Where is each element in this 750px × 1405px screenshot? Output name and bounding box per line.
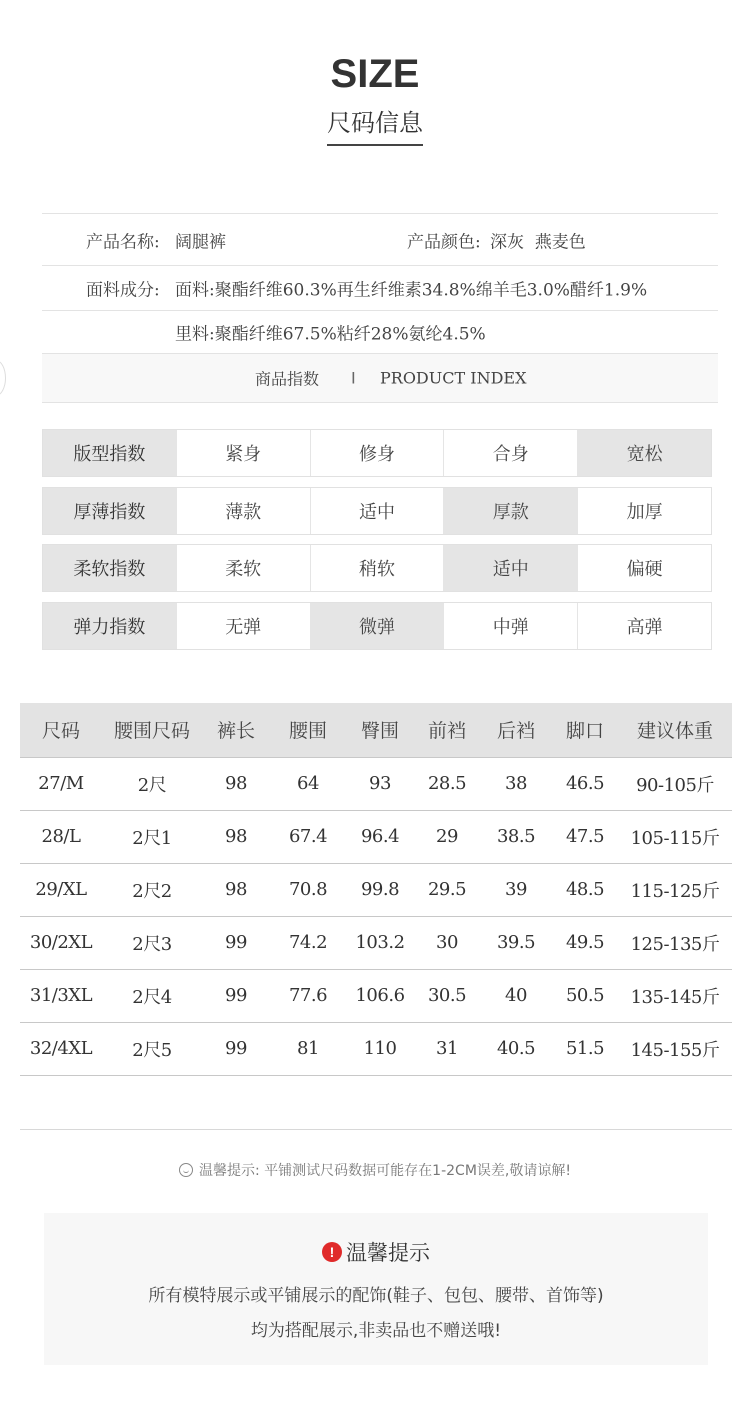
column-header: 后裆 (480, 703, 552, 757)
table-cell: 93 (346, 757, 414, 810)
table-cell: 98 (202, 810, 270, 863)
table-cell: 31 (414, 1022, 480, 1075)
table-cell: 29.5 (414, 863, 480, 916)
size-table-header (20, 703, 732, 757)
size-table (20, 703, 732, 1076)
index-en: PRODUCT INDEX (380, 368, 527, 388)
table-cell: 110 (346, 1022, 414, 1075)
info-row-fabric (42, 265, 718, 310)
title-en: SIZE (330, 52, 420, 96)
table-cell: 46.5 (552, 757, 618, 810)
table-cell: 64 (270, 757, 346, 810)
table-cell: 39.5 (480, 916, 552, 969)
table-cell: 38.5 (480, 810, 552, 863)
table-cell: 30 (414, 916, 480, 969)
index-separator: I (351, 368, 356, 388)
index-option: 薄款 (176, 488, 310, 534)
table-row (20, 916, 732, 969)
fabric-label: 面料成分: (86, 280, 160, 301)
table-cell: 32/4XL (20, 1022, 102, 1075)
index-option: 偏硬 (577, 545, 711, 591)
name-label: 产品名称: (86, 232, 160, 252)
index-option: 合身 (443, 430, 577, 476)
table-cell: 2尺2 (102, 863, 202, 916)
index-option: 高弹 (577, 603, 711, 649)
table-row (20, 1022, 732, 1075)
index-row (42, 429, 712, 477)
index-option: 宽松 (577, 430, 711, 476)
index-label: 弹力指数 (43, 603, 176, 649)
index-label: 厚薄指数 (43, 488, 176, 534)
column-header: 尺码 (20, 703, 102, 757)
table-row (20, 810, 732, 863)
notice-line-1: 所有模特展示或平铺展示的配饰(鞋子、包包、腰带、首饰等) (148, 1286, 604, 1306)
column-header: 裤长 (202, 703, 270, 757)
index-cn: 商品指数 (255, 369, 320, 389)
table-cell: 90-105斤 (618, 757, 732, 810)
title-cn: 尺码信息 (327, 103, 423, 146)
table-cell: 28/L (20, 810, 102, 863)
tip-text: 温馨提示: 平铺测试尺码数据可能存在1-2CM误差,敬请谅解! (199, 1163, 571, 1179)
table-cell: 30/2XL (20, 916, 102, 969)
table-cell: 2尺 (102, 757, 202, 810)
table-cell: 40.5 (480, 1022, 552, 1075)
table-cell: 103.2 (346, 916, 414, 969)
table-cell: 96.4 (346, 810, 414, 863)
index-option: 无弹 (176, 603, 310, 649)
table-cell: 105-115斤 (618, 810, 732, 863)
table-cell: 115-125斤 (618, 863, 732, 916)
table-cell: 99 (202, 1022, 270, 1075)
product-index-header (42, 353, 718, 403)
table-cell: 145-155斤 (618, 1022, 732, 1075)
info-row-name-color (42, 213, 718, 265)
index-label: 柔软指数 (43, 545, 176, 591)
side-decoration (0, 360, 6, 396)
table-cell: 29 (414, 810, 480, 863)
table-row (20, 757, 732, 810)
column-header: 腰围 (270, 703, 346, 757)
table-cell: 99 (202, 916, 270, 969)
table-cell: 49.5 (552, 916, 618, 969)
notice-title-row (44, 1237, 708, 1267)
column-header: 建议体重 (618, 703, 732, 757)
table-cell: 47.5 (552, 810, 618, 863)
table-cell: 98 (202, 757, 270, 810)
table-cell: 125-135斤 (618, 916, 732, 969)
divider (20, 1129, 732, 1130)
table-cell: 51.5 (552, 1022, 618, 1075)
index-row (42, 544, 712, 592)
fabric-value: 面料:聚酯纤维60.3%再生纤维素34.8%绵羊毛3.0%醋纤1.9% (175, 280, 648, 301)
index-option: 适中 (443, 545, 577, 591)
notice-title: 温馨提示 (346, 1241, 430, 1265)
alert-icon: ! (322, 1242, 342, 1262)
page-header (0, 52, 750, 146)
table-cell: 99.8 (346, 863, 414, 916)
index-option: 中弹 (443, 603, 577, 649)
table-cell: 99 (202, 969, 270, 1022)
index-option: 微弹 (310, 603, 444, 649)
info-row-lining (42, 310, 718, 353)
notice-box (44, 1213, 708, 1365)
index-label: 版型指数 (43, 430, 176, 476)
table-cell: 98 (202, 863, 270, 916)
table-cell: 39 (480, 863, 552, 916)
table-cell: 135-145斤 (618, 969, 732, 1022)
smile-icon (179, 1163, 193, 1177)
table-cell: 70.8 (270, 863, 346, 916)
column-header: 腰围尺码 (102, 703, 202, 757)
index-option: 稍软 (310, 545, 444, 591)
product-info (42, 213, 718, 403)
table-cell: 2尺4 (102, 969, 202, 1022)
table-cell: 2尺1 (102, 810, 202, 863)
index-option: 适中 (310, 488, 444, 534)
table-cell: 28.5 (414, 757, 480, 810)
table-cell: 29/XL (20, 863, 102, 916)
table-row (20, 863, 732, 916)
table-cell: 67.4 (270, 810, 346, 863)
column-header: 脚口 (552, 703, 618, 757)
column-header: 臀围 (346, 703, 414, 757)
table-cell: 2尺3 (102, 916, 202, 969)
table-cell: 27/M (20, 757, 102, 810)
column-header: 前裆 (414, 703, 480, 757)
index-row (42, 487, 712, 535)
table-cell: 30.5 (414, 969, 480, 1022)
color-label: 产品颜色: (407, 232, 481, 252)
index-grid (42, 429, 712, 659)
index-row (42, 602, 712, 650)
color-value: 深灰 燕麦色 (490, 232, 586, 252)
index-option: 紧身 (176, 430, 310, 476)
table-cell: 38 (480, 757, 552, 810)
table-row (20, 969, 732, 1022)
table-cell: 81 (270, 1022, 346, 1075)
table-cell: 2尺5 (102, 1022, 202, 1075)
index-option: 厚款 (443, 488, 577, 534)
table-cell: 50.5 (552, 969, 618, 1022)
name-value: 阔腿裤 (175, 232, 226, 252)
index-option: 加厚 (577, 488, 711, 534)
index-option: 修身 (310, 430, 444, 476)
notice-line-2: 均为搭配展示,非卖品也不赠送哦! (250, 1321, 502, 1341)
table-cell: 40 (480, 969, 552, 1022)
table-cell: 74.2 (270, 916, 346, 969)
index-option: 柔软 (176, 545, 310, 591)
table-cell: 77.6 (270, 969, 346, 1022)
table-cell: 31/3XL (20, 969, 102, 1022)
table-cell: 106.6 (346, 969, 414, 1022)
measurement-tip (0, 1160, 750, 1180)
table-cell: 48.5 (552, 863, 618, 916)
lining-value: 里料:聚酯纤维67.5%粘纤28%氨纶4.5% (175, 324, 486, 345)
